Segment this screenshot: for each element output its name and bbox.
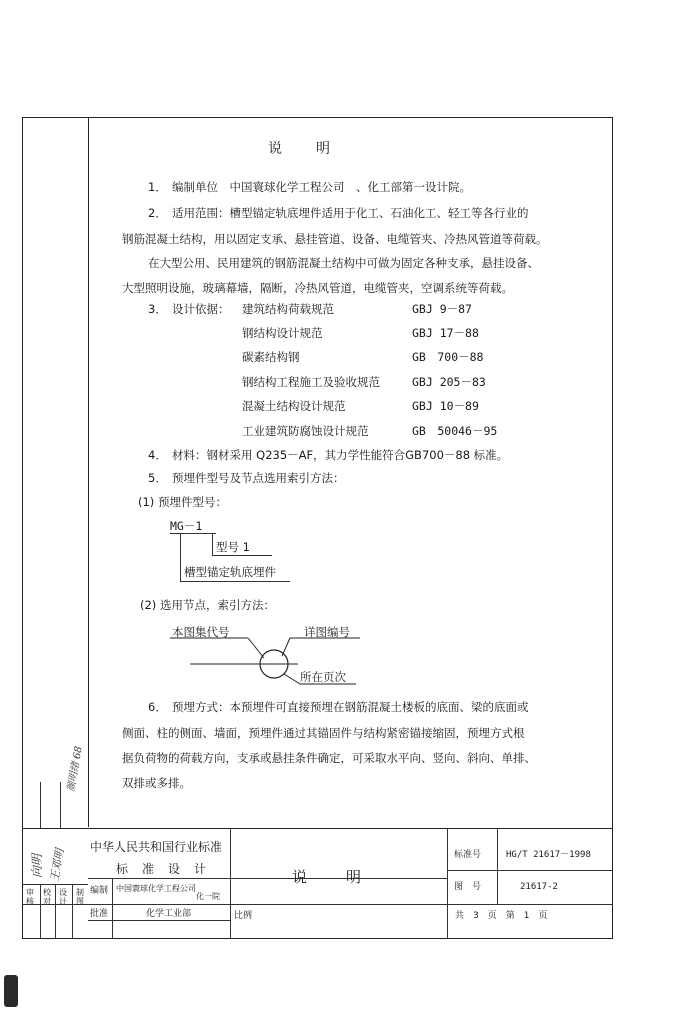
- scale-label: 比例: [234, 911, 253, 921]
- item-5-number: 5．: [148, 471, 167, 485]
- item-2-line-3: 在大型公用、民用建筑的钢筋混凝土结构中可做为固定各种支承，悬挂设备、: [148, 256, 539, 270]
- item-6-line-1: 预埋方式：本预埋件可直接预埋在钢筋混凝土楼板的底面、梁的底面或: [172, 700, 529, 714]
- item-4-text: 材料：钢材采用 Q235－AF，其力学性能符合GB700－88 标准。: [172, 448, 509, 462]
- standard-number-value: HG/T 21617－1998: [506, 850, 591, 860]
- item-5-text: 预埋件型号及节点选用索引方法：: [172, 471, 345, 485]
- item-6-line-4: 双排或多排。: [122, 776, 191, 790]
- title-block-divider: [72, 884, 73, 939]
- title-block-divider: [55, 884, 56, 939]
- item-6-line-2: 侧面、柱的侧面、墙面，预埋件通过其锚固件与结构紧密锚接缩固，预埋方式根: [122, 726, 525, 740]
- standard-number-label: 标准号: [454, 850, 482, 860]
- standard-code: GB 700－88: [412, 350, 484, 364]
- item-2-line-2: 钢筋混凝土结构，用以固定支承、悬挂管道、设备、电缆管夹、冷热风管道等荷载。: [122, 232, 548, 246]
- binding-mark: [4, 975, 18, 1007]
- signature-strip-line: [40, 782, 41, 828]
- compiler-label: 编制: [90, 886, 109, 896]
- index-label-code: 本图集代号: [172, 625, 230, 639]
- handwritten-note: 颜明绪 68: [65, 745, 85, 793]
- role-label: 校对: [43, 888, 51, 906]
- title-block-line: [88, 920, 230, 921]
- approve-label: 批准: [90, 909, 109, 919]
- name-leader-line: [180, 533, 181, 581]
- index-symbol-diagram: [160, 620, 380, 700]
- model-code: MG－1: [170, 519, 203, 533]
- index-label-detail: 详图编号: [304, 625, 350, 639]
- standard-name: 钢结构设计规范: [242, 326, 323, 340]
- page-count: 共 3 页 第 1 页: [455, 911, 548, 921]
- item-5-1-label: (1) 预埋件型号：: [138, 495, 227, 509]
- compiler-value: 中国寰球化学工程公司: [116, 884, 196, 893]
- title-block-divider: [40, 884, 41, 939]
- standard-name: 建筑结构荷载规范: [242, 302, 334, 316]
- standard-code: GBJ 205－83: [412, 375, 486, 389]
- page-title: 说 明: [268, 141, 332, 157]
- signature-strip-line: [60, 782, 61, 828]
- title-block-divider: [497, 828, 498, 904]
- org-name: 中华人民共和国行业标准: [90, 840, 223, 854]
- standard-code: GBJ 17－88: [412, 326, 479, 340]
- title-block-line: [88, 878, 447, 879]
- role-label: 制图: [76, 888, 84, 906]
- standard-name: 碳素结构钢: [242, 350, 300, 364]
- figure-number-label: 图 号: [454, 882, 482, 892]
- item-3-label: 设计依据：: [172, 302, 230, 316]
- type-leader-line: [212, 533, 213, 555]
- org-subtitle: 标 准 设 计: [116, 862, 208, 876]
- title-block-line: [22, 904, 613, 905]
- approve-value: 化学工业部: [146, 909, 192, 919]
- standard-code: GBJ 10－89: [412, 399, 479, 413]
- standard-name: 混凝土结构设计规范: [242, 399, 346, 413]
- title-block-line: [447, 870, 613, 871]
- item-2-line-4: 大型照明设施，玻璃幕墙，隔断，冷热风管道，电缆管夹，空调系统等荷载。: [122, 281, 513, 295]
- standard-code: GBJ 9－87: [412, 302, 472, 316]
- item-3-number: 3．: [148, 302, 167, 316]
- item-6-line-3: 据负荷物的荷载方向，支承或悬挂条件确定，可采取水平向、竖向、斜向、单排、: [122, 751, 536, 765]
- standard-name: 钢结构工程施工及验收规范: [242, 375, 380, 389]
- item-4-number: 4．: [148, 448, 167, 462]
- item-1-text: 编制单位 中国寰球化学工程公司 、化工部第一设计院。: [172, 180, 471, 194]
- model-name-label: 槽型锚定轨底埋件: [184, 565, 276, 579]
- name-underline: [180, 581, 290, 582]
- title-block-divider: [230, 828, 231, 904]
- page-leader-diagonal: [284, 674, 300, 684]
- item-6-number: 6．: [148, 700, 167, 714]
- code-leader-diagonal: [248, 638, 264, 658]
- figure-number-value: 21617-2: [520, 882, 558, 892]
- title-block-divider: [447, 828, 448, 939]
- role-label: 设计: [59, 888, 67, 906]
- item-2-number: 2．: [148, 206, 167, 220]
- standard-name: 工业建筑防腐蚀设计规范: [242, 424, 369, 438]
- item-1-number: 1．: [148, 180, 167, 194]
- item-2-line-1: 适用范围：槽型锚定轨底埋件适用于化工、石油化工、轻工等各行业的: [172, 206, 529, 220]
- handwritten-signature: 向明: [30, 853, 44, 878]
- model-code-underline: [170, 533, 216, 534]
- handwritten-signature: 王邓明: [47, 847, 67, 883]
- type-underline: [212, 555, 272, 556]
- role-label: 审核: [26, 888, 34, 906]
- drawing-title: 说 明: [292, 868, 365, 886]
- title-block-divider: [230, 904, 231, 939]
- compiler-value-2: 化一院: [196, 892, 220, 901]
- title-block-divider: [112, 878, 113, 939]
- model-type-label: 型号 1: [216, 540, 250, 554]
- standard-code: GB 50046－95: [412, 424, 498, 438]
- item-5-2-label: (2) 选用节点，索引方法：: [140, 598, 275, 612]
- index-label-page: 所在页次: [300, 670, 346, 684]
